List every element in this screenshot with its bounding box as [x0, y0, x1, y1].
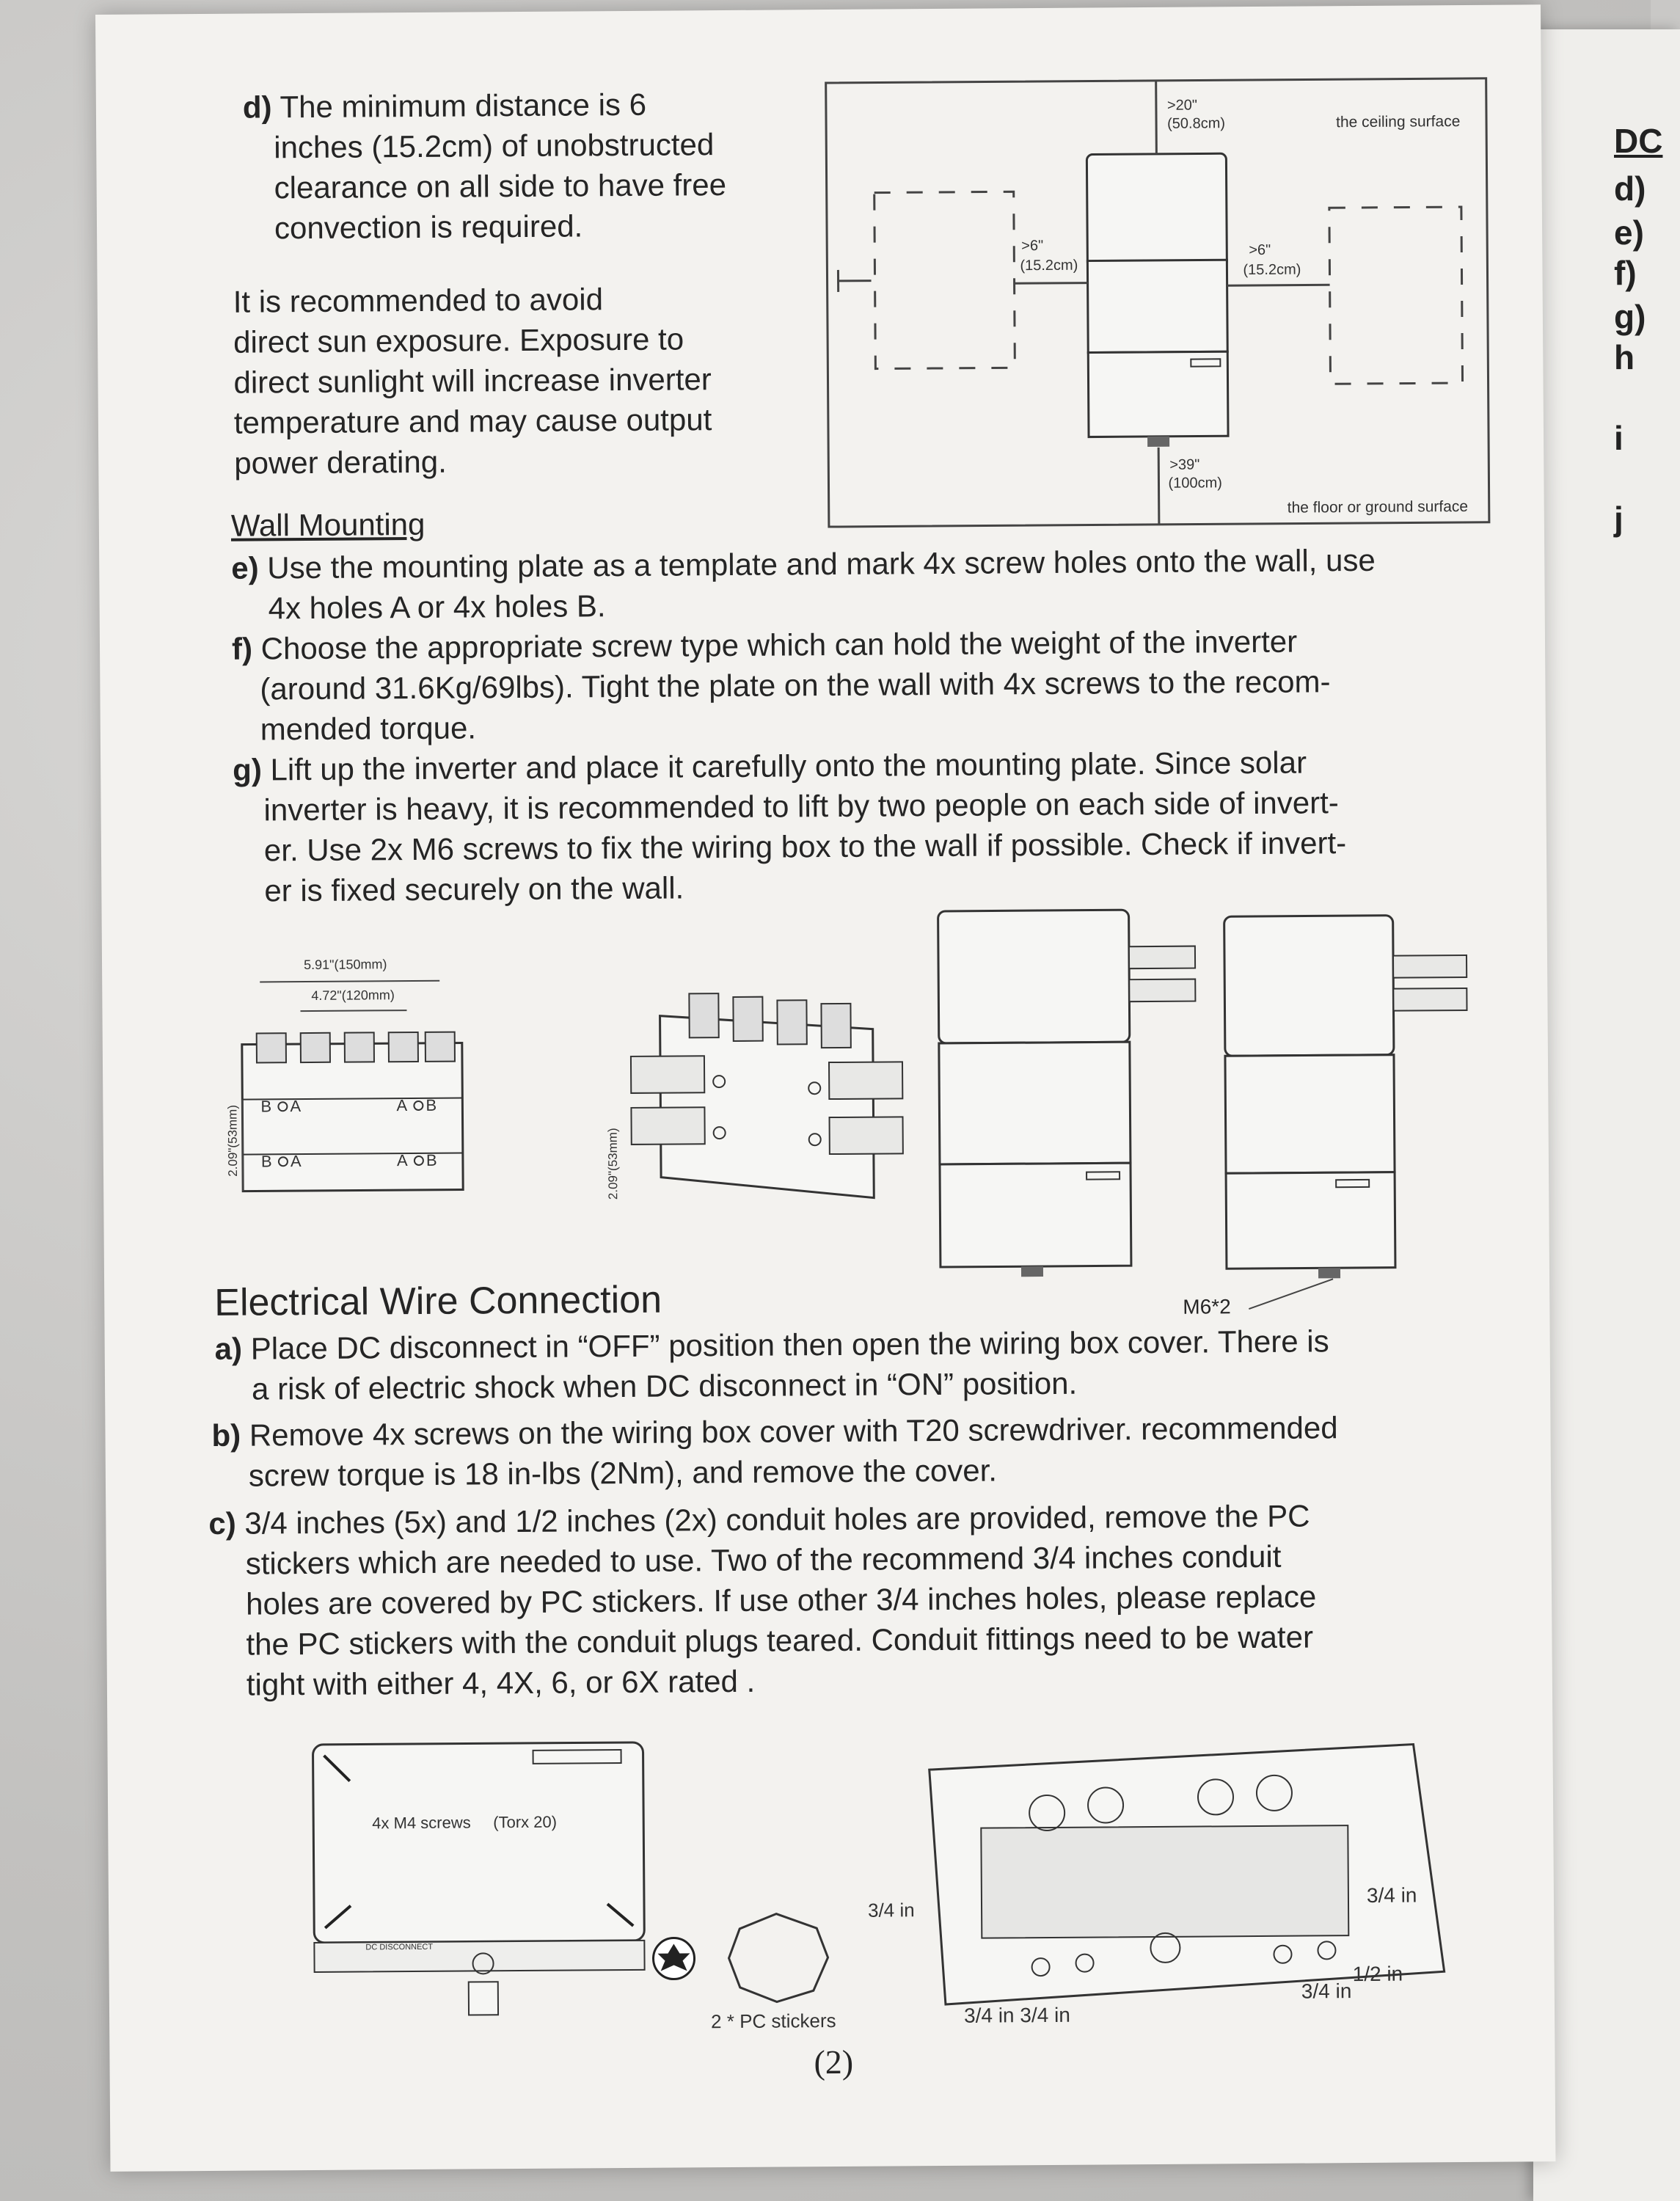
section-d-line: convection is required. — [274, 208, 583, 246]
next-page-item: g) — [1614, 298, 1646, 336]
clearance-top: >20" — [1166, 97, 1198, 114]
next-page-item: f) — [1614, 254, 1637, 292]
electrical-c — [208, 1495, 1317, 1705]
section-d — [243, 84, 727, 249]
hole-a-label: A — [396, 1151, 408, 1170]
sun-note-line: power derating. — [234, 444, 447, 481]
item-c-line: tight with either 4, 4X, 6, or 6X rated . — [246, 1663, 756, 1702]
conduit-hole-label: 3/4 in — [1301, 1979, 1352, 2003]
sun-note-line: It is recommended to avoid — [233, 282, 604, 319]
conduit-hole-label: 3/4 in — [867, 1899, 915, 1921]
floor-label: the floor or ground surface — [1287, 497, 1469, 517]
section-d-line: clearance on all side to have free — [274, 167, 727, 205]
sun-note — [233, 278, 712, 483]
electrical-b — [211, 1407, 1338, 1496]
clearance-left-metric: (15.2cm) — [1020, 257, 1078, 274]
wall-mounting-f — [232, 621, 1331, 749]
inverter-illustration — [1224, 915, 1469, 1279]
item-f-line: Choose the appropriate screw type which can hold the weight of the inverter — [260, 624, 1298, 666]
item-g-line: inverter is heavy, it is recommended to lift by two people on each side of invert- — [263, 785, 1339, 828]
sun-note-line: direct sunlight will increase inverter — [233, 362, 712, 400]
item-g-line: Lift up the inverter and place it carefully onto the mounting plate. Since solar — [270, 745, 1307, 787]
section-d-line: The minimum distance is 6 — [280, 87, 647, 125]
item-g-line: er. Use 2x M6 screws to fix the wiring box to the wall if possible. Check if invert- — [263, 825, 1347, 868]
clearance-diagram — [822, 75, 1493, 534]
clearance-left: >6" — [1021, 237, 1044, 255]
hole-b-label: B — [260, 1097, 272, 1116]
item-b-line: screw torque is 18 in-lbs (2Nm), and remove the cover. — [248, 1453, 998, 1493]
next-page-item: h — [1614, 338, 1635, 376]
clearance-top-metric: (50.8cm) — [1166, 115, 1226, 132]
clearance-right-metric: (15.2cm) — [1243, 261, 1301, 279]
item-g-line: er is fixed securely on the wall. — [264, 870, 684, 908]
item-b-label: b) — [211, 1417, 241, 1453]
sun-note-line: temperature and may cause output — [233, 402, 712, 440]
clearance-right: >6" — [1249, 241, 1271, 259]
page-number: (2) — [814, 2043, 854, 2081]
item-e-line: 4x holes A or 4x holes B. — [268, 588, 606, 626]
conduit-hole-label: 3/4 in — [1366, 1883, 1417, 1907]
plate-height-label: 2.09"(53mm) — [225, 1104, 241, 1177]
hole-a-label: A — [396, 1096, 408, 1115]
hole-b-label: B — [426, 1095, 437, 1114]
item-f-line: mended torque. — [260, 710, 477, 747]
plate-height-label-2: 2.09"(53mm) — [605, 1128, 621, 1200]
plate-width-inner: 4.72"(120mm) — [311, 988, 395, 1003]
plate-width-outer: 5.91"(150mm) — [303, 957, 387, 973]
plate-perspective-diagram — [586, 963, 926, 1229]
item-c-line: holes are covered by PC stickers. If use other 3/4 inches holes, please replace — [245, 1579, 1317, 1621]
sun-note-line: direct sun exposure. Exposure to — [233, 321, 684, 359]
hole-b-label: B — [260, 1152, 272, 1171]
dc-disconnect-label: DC DISCONNECT — [365, 1942, 434, 1952]
conduit-hole-label: 1/2 in — [1352, 1962, 1403, 1986]
m6-label: M6*2 — [1183, 1295, 1231, 1318]
wall-mounting-heading: Wall Mounting — [230, 506, 426, 543]
next-page-item: i — [1614, 419, 1624, 457]
hole-a-label: A — [290, 1097, 302, 1116]
pc-stickers-label: 2 * PC stickers — [711, 2010, 836, 2033]
wall-mounting-g — [233, 742, 1347, 911]
electrical-heading: Electrical Wire Connection — [214, 1278, 662, 1324]
item-a-line: a risk of electric shock when DC disconnect in “ON” position. — [251, 1365, 1078, 1406]
item-c-line: the PC stickers with the conduit plugs teared. Conduit fittings need to be water — [246, 1619, 1314, 1662]
clearance-bottom: >39" — [1169, 456, 1200, 473]
next-page-item: d) — [1614, 169, 1646, 208]
item-b-line: Remove 4x screws on the wiring box cover with T20 screwdriver. recommended — [249, 1410, 1338, 1453]
wall-mounting-e — [231, 540, 1376, 629]
inverter-illustration — [938, 910, 1197, 1277]
inverter-mounted-diagram — [901, 897, 1476, 1296]
section-d-label: d) — [242, 90, 272, 125]
item-f-label: f) — [231, 631, 253, 666]
section-d-line: inches (15.2cm) of unobstructed — [274, 127, 715, 165]
next-page-edge — [1533, 29, 1680, 2201]
item-f-line: (around 31.6Kg/69lbs). Tight the plate on the wall with 4x screws to the recom- — [260, 664, 1331, 707]
item-g-label: g) — [233, 752, 263, 787]
screws-label: 4x M4 screws — [372, 1813, 471, 1833]
item-a-label: a) — [214, 1331, 243, 1366]
item-e-label: e) — [231, 550, 259, 585]
next-page-item: e) — [1614, 213, 1644, 252]
torx-label: (Torx 20) — [493, 1812, 558, 1832]
electrical-a — [215, 1321, 1330, 1409]
item-c-line: stickers which are needed to use. Two of the recommend 3/4 inches conduit — [245, 1538, 1282, 1581]
item-c-line: 3/4 inches (5x) and 1/2 inches (2x) conduit holes are provided, remove the PC — [244, 1498, 1310, 1541]
pc-sticker-icon — [728, 1913, 828, 2002]
wiring-box-diagram — [298, 1722, 1503, 2038]
ceiling-label: the ceiling surface — [1335, 113, 1461, 131]
item-c-label: c) — [208, 1505, 236, 1541]
clearance-bottom-metric: (100cm) — [1168, 475, 1222, 492]
next-page-item: j — [1614, 500, 1624, 538]
mounting-plate-diagram — [212, 939, 581, 1235]
item-e-line: Use the mounting plate as a template and mark 4x screw holes onto the wall, use — [267, 542, 1376, 585]
manual-page — [95, 4, 1555, 2172]
item-a-line: Place DC disconnect in “OFF” position then open the wiring box cover. There is — [250, 1324, 1329, 1366]
next-page-heading: DC — [1614, 122, 1663, 160]
conduit-hole-label: 3/4 in 3/4 in — [963, 2003, 1070, 2027]
hole-b-label: B — [426, 1150, 437, 1169]
hole-a-label: A — [290, 1152, 302, 1171]
